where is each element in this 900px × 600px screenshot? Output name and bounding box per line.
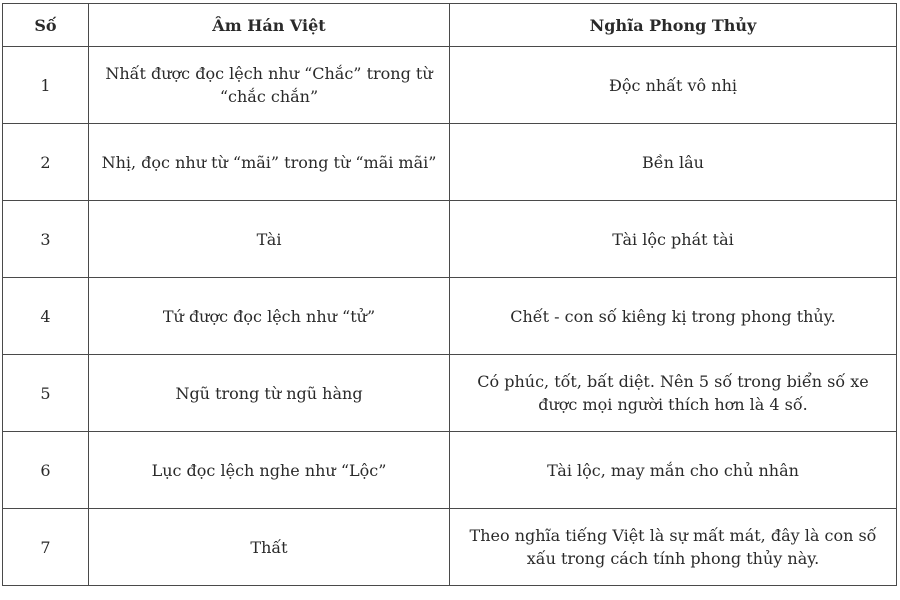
cell-han-viet: Ngũ trong từ ngũ hàng	[89, 355, 450, 432]
table-row	[3, 278, 897, 355]
table-row	[3, 201, 897, 278]
cell-meaning: Chết - con số kiêng kị trong phong thủy.	[450, 278, 897, 355]
cell-number: 7	[3, 509, 89, 586]
cell-han-viet: Thất	[89, 509, 450, 586]
table-header-row	[3, 4, 897, 47]
cell-number: 1	[3, 47, 89, 124]
cell-number: 5	[3, 355, 89, 432]
cell-meaning: Tài lộc phát tài	[450, 201, 897, 278]
table-row	[3, 47, 897, 124]
table-row	[3, 355, 897, 432]
header-number: Số	[3, 4, 89, 47]
cell-meaning: Độc nhất vô nhị	[450, 47, 897, 124]
table-row	[3, 124, 897, 201]
table-row	[3, 432, 897, 509]
cell-meaning: Có phúc, tốt, bất diệt. Nên 5 số trong biển số xe được mọi người thích hơn là 4 số.	[450, 355, 897, 432]
cell-number: 4	[3, 278, 89, 355]
feng-shui-number-table	[2, 3, 897, 586]
cell-han-viet: Lục đọc lệch nghe như “Lộc”	[89, 432, 450, 509]
cell-number: 2	[3, 124, 89, 201]
cell-number: 6	[3, 432, 89, 509]
cell-meaning: Tài lộc, may mắn cho chủ nhân	[450, 432, 897, 509]
cell-han-viet: Tài	[89, 201, 450, 278]
cell-meaning: Bền lâu	[450, 124, 897, 201]
cell-han-viet: Nhất được đọc lệch như “Chắc” trong từ “chắc chắn”	[89, 47, 450, 124]
header-feng-shui-meaning: Nghĩa Phong Thủy	[450, 4, 897, 47]
header-han-viet: Âm Hán Việt	[89, 4, 450, 47]
cell-meaning: Theo nghĩa tiếng Việt là sự mất mát, đây là con số xấu trong cách tính phong thủy này.	[450, 509, 897, 586]
table-row	[3, 509, 897, 586]
cell-han-viet: Nhị, đọc như từ “mãi” trong từ “mãi mãi”	[89, 124, 450, 201]
cell-han-viet: Tứ được đọc lệch như “tử”	[89, 278, 450, 355]
cell-number: 3	[3, 201, 89, 278]
